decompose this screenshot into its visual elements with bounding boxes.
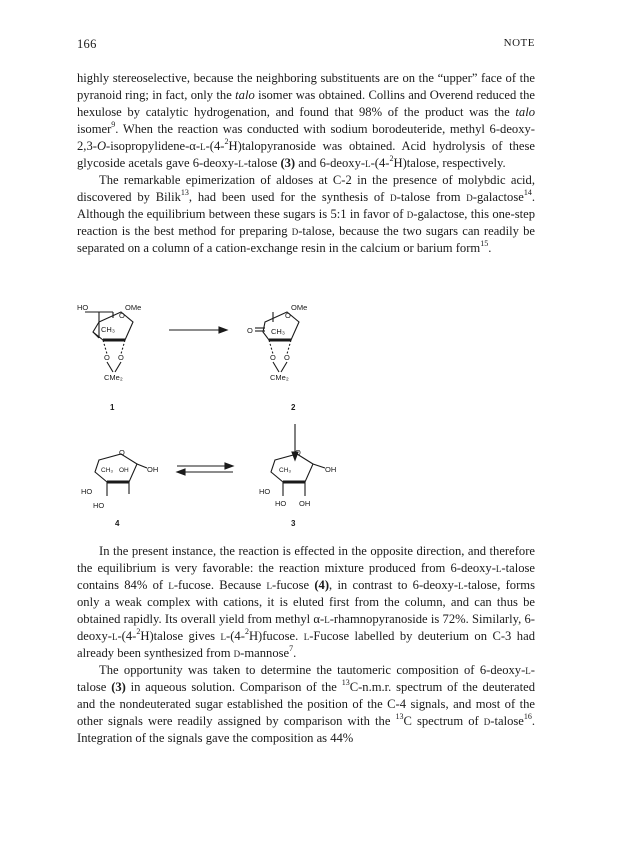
reference-16: 16 xyxy=(523,711,532,721)
reference-13: 13 xyxy=(180,187,189,197)
c1-ho: HO xyxy=(77,303,89,312)
c1-cme2: CMe₂ xyxy=(104,373,123,382)
compound-4-structure xyxy=(95,454,147,496)
c4-oh-anomeric: OH xyxy=(147,465,159,474)
c1-o1: O xyxy=(104,353,110,362)
c3-oh-anomeric: OH xyxy=(325,465,337,474)
c2-o2: O xyxy=(284,353,290,362)
c3-oh2: OH xyxy=(299,499,311,508)
c2-cme2: CMe₂ xyxy=(270,373,289,382)
page-number: 166 xyxy=(77,37,97,51)
text-block-bottom xyxy=(77,543,535,747)
c1-ch3: CH₃ xyxy=(101,325,115,334)
c2-ring-o: O xyxy=(285,311,291,320)
compound-ref: (3) xyxy=(111,680,126,694)
compound-1-structure xyxy=(85,312,133,372)
compound-number-3: 3 xyxy=(291,519,296,528)
compound-number-4: 4 xyxy=(115,519,120,528)
c4-oh-axial: OH xyxy=(119,467,129,474)
reference-7: 7 xyxy=(289,643,294,653)
text-block-top xyxy=(77,70,535,257)
c3-ho2: HO xyxy=(275,499,287,508)
c3-ring-o: O xyxy=(295,448,301,457)
arrow-1-to-2 xyxy=(169,327,227,333)
compound-ref: (4) xyxy=(314,578,330,592)
equilibrium-arrows xyxy=(177,463,233,475)
c1-o2: O xyxy=(118,353,124,362)
c1-ring-o: O xyxy=(119,311,125,320)
c4-ring-o: O xyxy=(119,448,125,457)
c2-o1: O xyxy=(270,353,276,362)
reference-9: 9 xyxy=(111,119,116,129)
c4-ho: HO xyxy=(81,487,93,496)
c3-ho: HO xyxy=(259,487,271,496)
compound-3-structure xyxy=(271,454,325,496)
reference-15: 15 xyxy=(480,238,489,248)
c4-ho2: HO xyxy=(93,501,105,510)
section-label: NOTE xyxy=(503,37,535,49)
paragraph-1: highly stereoselective, because the neighboring substituents are on the “upper” face of the pyranoid ring; in fact, only the talo isomer was obtained. Collins and Overend reduced the hexulose by catalytic hydrogenation, and found that 98% of the product was the talo isomer$^9$. When the reaction was conducted with sodium borodeuteride, methyl 6-deoxy-2,3-O-isopropylidene-α-l-(4-$^2$H)talopyranoside was obtained. Acid hydrolysis of these glycoside acetals gave 6-deoxy-l-talose (3) and 6-deoxy-l-(4-$^2$H)talose, respectively. xyxy=(77,71,535,170)
c1-ome: OMe xyxy=(125,303,142,312)
c2-ch3: CH₃ xyxy=(271,327,285,336)
compound-ref: (3) xyxy=(280,156,296,170)
reference-14: 14 xyxy=(523,187,532,197)
paragraph-3: In the present instance, the reaction is effected in the opposite direction, and therefore the equilibrium is very favorable: the reaction mixture produced from 6-deoxy-l-talose contains 84% of l-fucose. Because l-fucose (4), in contrast to 6-deoxy-l-talose, forms only a weak complex with cations, it is eluted first from the column, and can thus be obtained rapidly. Its overall yield from methyl α-l-rhamnopyranoside is 72%. Similarly, 6-deoxy-l-(4-$^2$H)talose gives l-(4-$^2$H)fucose. l-Fucose labelled by deuterium on C-3 had already been synthesized from d-mannose$^7$. xyxy=(77,544,535,660)
c2-oxo: O xyxy=(247,326,253,335)
scheme-figure xyxy=(77,292,547,534)
compound-number-1: 1 xyxy=(110,403,115,412)
paragraph-4: The opportunity was taken to determine the tautomeric composition of 6-deoxy-l-talose (3) in aqueous solution. Comparison of the $^{13}$C-n.m.r. spectrum of the deuterated and the nondeuterated sugar established the position of the C-4 signals, and most of the other signals were readily assigned by comparison with the $^{13}$C spectrum of d-talose$^{16}$. Integration of the signals gave the composition as 44% xyxy=(77,663,536,745)
c4-ch3: CH₃ xyxy=(101,467,114,474)
paragraph-2: The remarkable epimerization of aldoses at C-2 in the presence of molybdic acid, discovered by Bilik$^{13}$, had been used for the synthesis of d-talose from d-galactose$^{14}$. Although the equilibrium between these sugars is 5:1 in favor of d-galactose, this one-step reaction is the best method for preparing d-talose, because the two sugars can readily be separated on a column of a cation-exchange resin in the calcium or barium form$^{15}$. xyxy=(77,173,535,255)
reaction-scheme xyxy=(77,292,547,534)
compound-number-2: 2 xyxy=(291,403,296,412)
c2-ome: OMe xyxy=(291,303,308,312)
compound-2-structure xyxy=(255,312,299,372)
c3-ch3: CH₃ xyxy=(279,467,292,474)
